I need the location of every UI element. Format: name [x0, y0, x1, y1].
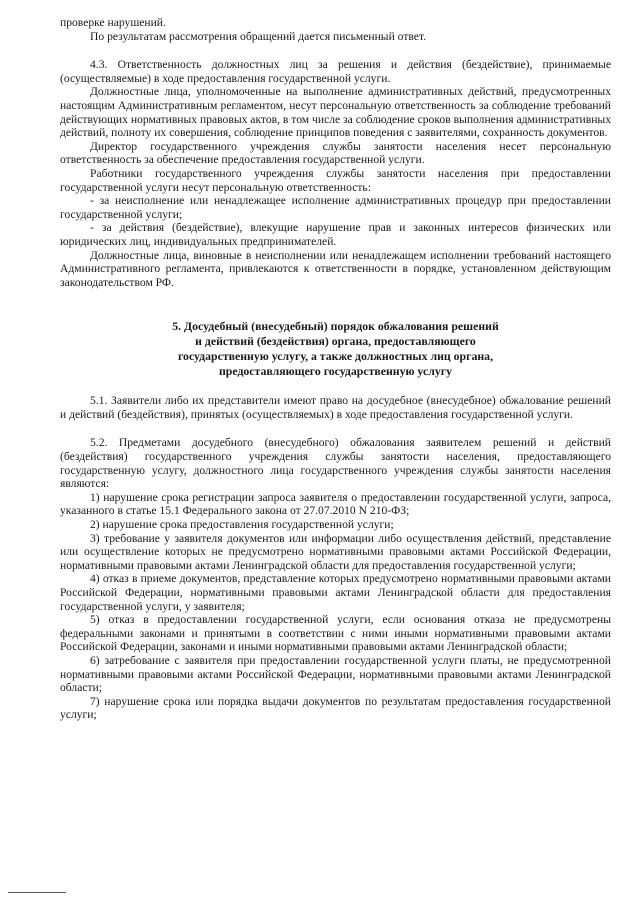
list-item-violation-rights: - за действия (бездействие), влекущие нарушение прав и законных интересов физических или юридических лиц, индивидуальных предпринимателей. [60, 221, 611, 248]
list-item-nonperformance: - за неисполнение или ненадлежащее исполнение административных процедур при предоставлении государственной услуги; [60, 194, 611, 221]
paragraph-written-answer: По результатам рассмотрения обращений дается письменный ответ. [90, 29, 427, 43]
list-item-7: 7) нарушение срока или порядка выдачи документов по результатам предоставления государственной услуги; [60, 694, 611, 722]
footnote-rule [8, 892, 66, 893]
list-item-1: 1) нарушение срока регистрации запроса заявителя о предоставлении государственной услуги, запроса, указанного в статье 15.1 Федерального закона от 27.07.2010 N 210-ФЗ; [60, 490, 611, 518]
list-item-4: 4) отказ в приеме документов, представление которых предусмотрено нормативными правовыми актами Российской Федерации, нормативными правовыми актами Ленинградской области для предоставления государственной услуги, у заявителя; [60, 572, 611, 613]
paragraph-continuation: проверке нарушений. [60, 16, 166, 29]
heading-line: и действий (бездействия) органа, предоставляющего [195, 334, 476, 349]
heading-line: государственную услугу, а также должностных лиц органа, [177, 349, 494, 364]
list-item-2: 2) нарушение срока предоставления государственной услуги; [90, 518, 394, 532]
clause-5-1: 5.1. Заявители либо их представители имеют право на досудебное (внесудебное) обжалование решений и действий (бездействия), принятых (осуществляемых) в ходе предоставления государственной услуги. [60, 394, 611, 421]
paragraph-workers-responsibility: Работники государственного учреждения службы занятости населения при предоставлении государственной услуги несут персональную ответственность: [60, 166, 611, 194]
paragraph-director-responsibility: Директор государственного учреждения службы занятости населения несет персональную ответственность за обеспечение предоставления государственной услуги. [60, 139, 611, 167]
list-item-6: 6) затребование с заявителя при предоставлении государственной услуги платы, не предусмотренной нормативными правовыми актами Российской Федерации, нормативными правовыми актами Ленинградской области; [60, 653, 611, 695]
clause-5-2: 5.2. Предметами досудебного (внесудебного) обжалования заявителем решений и действий (бездействия) государственного учреждения службы занятости населения, предоставляющего государственную услугу, должностного лица государственного учреждения службы занятости населения являются: [60, 436, 611, 491]
heading-line: предоставляющего государственную услугу [219, 364, 452, 379]
paragraph-guilty-officials: Должностные лица, виновные в неисполнении или ненадлежащем исполнении требований настоящего Административного регламента, привлекаются к ответственности в порядке, установленном действующим законодательством РФ. [60, 248, 611, 289]
paragraph-officials-responsibility: Должностные лица, уполномоченные на выполнение административных действий, предусмотренных настоящим Административным регламентом, несут персональную ответственность за соблюдение требований действующих нормативных правовых актов, в том числе за соблюдение сроков выполнения административных действий, полноту их совершения, соблюдение принципов поведения с заявителями, сохранность документов. [60, 85, 611, 140]
list-item-3: 3) требование у заявителя документов или информации либо осуществления действий, представление или осуществление которых не предусмотрено нормативными правовыми актами Российской Федерации, нормативными правовыми актами Ленинградской области для предоставления государственной услуги; [60, 531, 611, 572]
list-item-5: 5) отказ в предоставлении государственной услуги, если основания отказа не предусмотрены федеральными законами и принятыми в соответствии с ними иными нормативными правовыми актами Российской Федерации, законами и иными нормативными правовыми актами Ленинградской области; [60, 613, 611, 654]
heading-line: 5. Досудебный (внесудебный) порядок обжалования решений [172, 319, 499, 334]
clause-4-3: 4.3. Ответственность должностных лиц за решения и действия (бездействие), принимаемые (осуществляемые) в ходе предоставления государственной услуги. [60, 58, 611, 85]
section-5-heading [60, 319, 611, 379]
